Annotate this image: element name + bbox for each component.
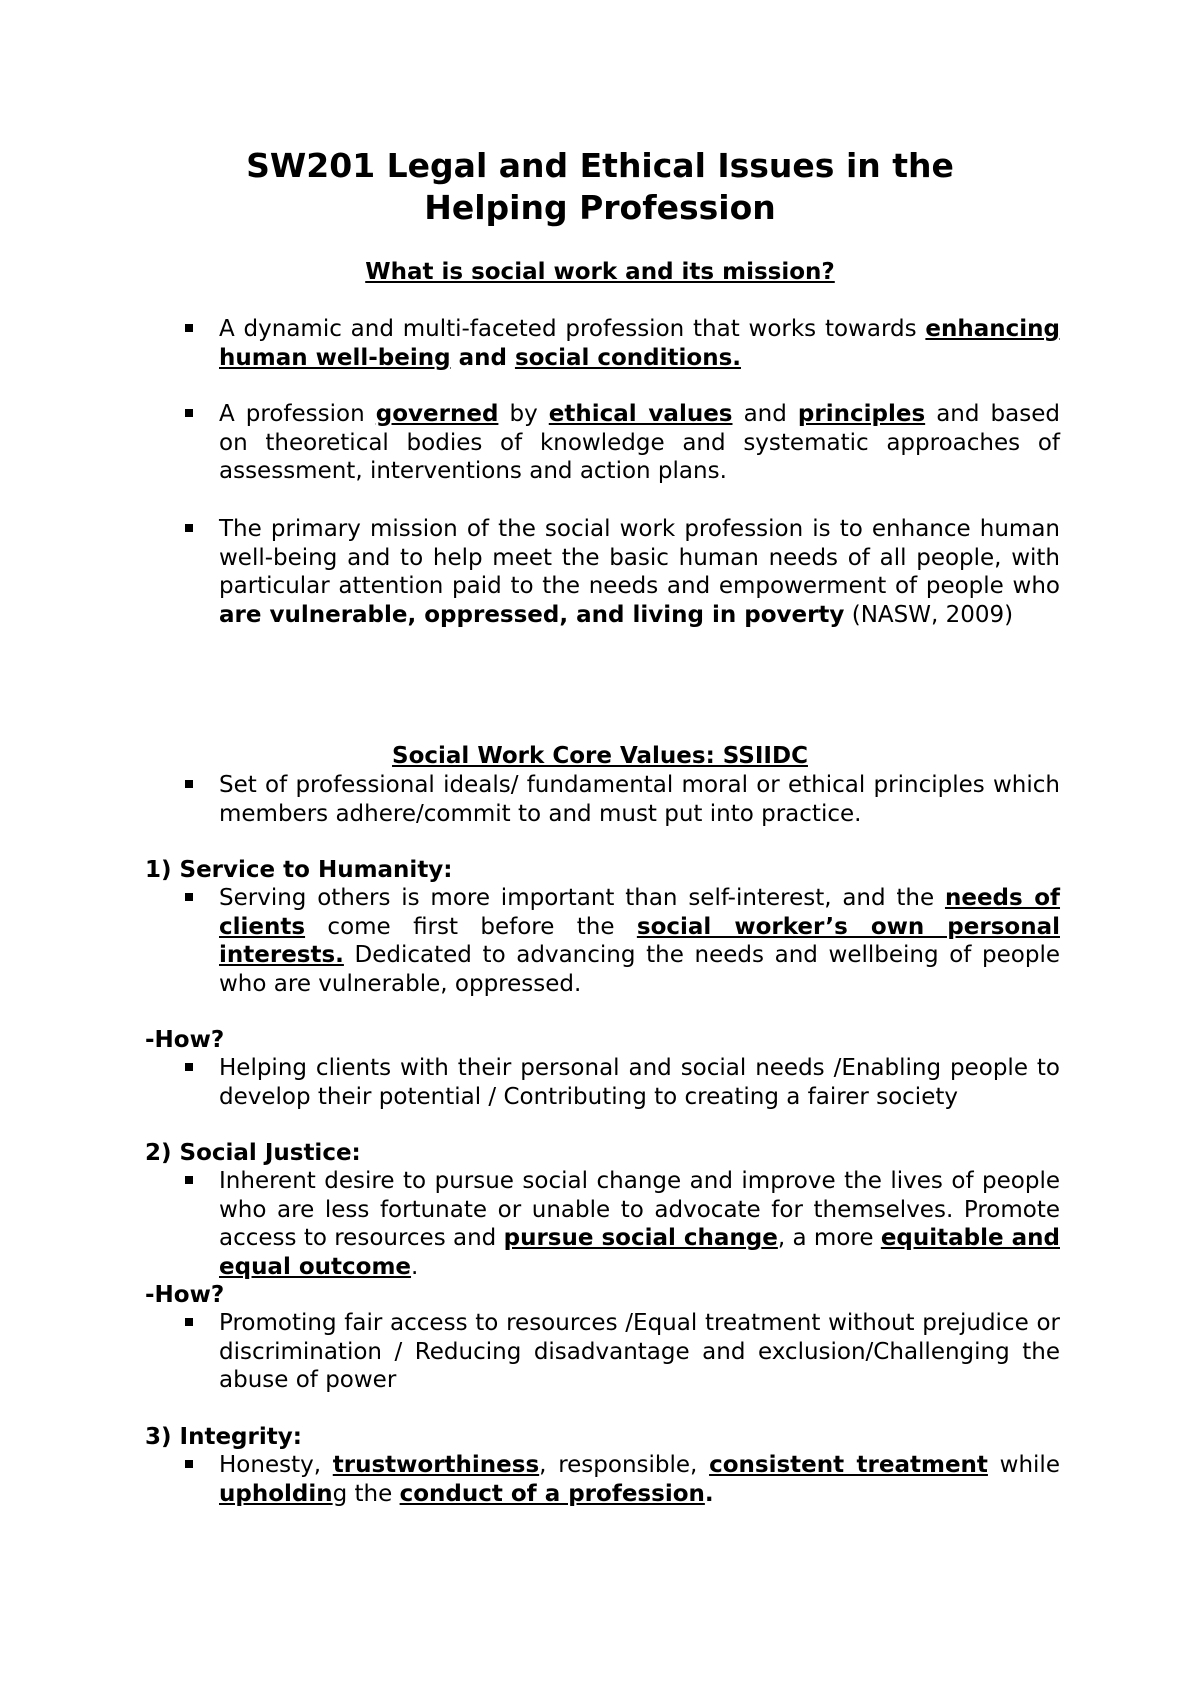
title-line-2: Helping Profession bbox=[424, 188, 776, 227]
emphasis: equitable and equal outcome bbox=[219, 1225, 1060, 1280]
emphasis: enhancing human well-being bbox=[219, 316, 1060, 371]
text: Serving others is more important than self-interest, and the bbox=[219, 885, 945, 911]
emphasis: governed bbox=[375, 401, 499, 427]
section-heading-mission: What is social work and its mission? bbox=[365, 259, 835, 285]
document-title bbox=[0, 145, 1200, 229]
bullet-marker bbox=[185, 893, 193, 901]
text: A profession bbox=[219, 401, 376, 427]
bullet-marker bbox=[185, 1063, 193, 1071]
text: . bbox=[704, 1480, 714, 1507]
text: come first before the bbox=[305, 913, 637, 940]
text: Helping clients with their personal and social needs /Enabling people to develop their potential / Contributing to creating a fairer society bbox=[219, 1055, 1060, 1110]
emphasis: upholdin bbox=[219, 1480, 333, 1507]
bullet-marker bbox=[185, 1460, 193, 1468]
service-how-bullet bbox=[145, 1054, 1060, 1111]
section-heading-core-values: Social Work Core Values: SSIIDC bbox=[392, 743, 808, 769]
text: Honesty, bbox=[219, 1452, 333, 1478]
service-bullet bbox=[145, 884, 1060, 998]
text: and bbox=[450, 344, 515, 371]
emphasis: pursue social change bbox=[503, 1225, 778, 1251]
bullet-marker bbox=[185, 524, 193, 532]
mission-bullet-1 bbox=[145, 315, 1060, 372]
emphasis: principles bbox=[797, 401, 926, 427]
bullet-marker bbox=[185, 409, 193, 417]
text: The primary mission of the social work profession is to enhance human well-being and to help meet the basic human needs of all people, with particular attention paid to the needs and empowerment of people who bbox=[219, 516, 1060, 599]
emphasis: trustworthiness bbox=[332, 1452, 540, 1478]
how-label-service: -How? bbox=[145, 1027, 225, 1053]
text: g the bbox=[332, 1480, 400, 1507]
mission-bullet-2 bbox=[145, 400, 1060, 486]
justice-how-bullet bbox=[145, 1309, 1060, 1395]
text: Inherent desire to pursue social change and improve the lives of people who are less fortunate or unable to advocate for themselves. Promote access to resources and bbox=[219, 1168, 1060, 1251]
text: . bbox=[411, 1253, 419, 1280]
emphasis: ethical values bbox=[548, 401, 733, 427]
text: Set of professional ideals/ fundamental moral or ethical principles which members adhere/commit to and must put into practice. bbox=[219, 772, 1060, 827]
emphasis: social conditions. bbox=[514, 344, 741, 371]
value-heading-integrity: 3) Integrity: bbox=[145, 1424, 302, 1450]
core-values-bullet bbox=[145, 771, 1060, 828]
title-line-1: SW201 Legal and Ethical Issues in the bbox=[246, 146, 954, 185]
emphasis: social worker’s own personal interests. bbox=[219, 913, 1060, 968]
text: Promoting fair access to resources /Equal treatment without prejudice or discrimination / Reducing disadvantage and exclusion/Challenging the abuse of power bbox=[219, 1310, 1060, 1393]
emphasis: are vulnerable, oppressed, and living in poverty bbox=[219, 601, 845, 628]
text: while bbox=[987, 1452, 1060, 1478]
bullet-marker bbox=[185, 1318, 193, 1326]
value-heading-justice: 2) Social Justice: bbox=[145, 1140, 361, 1166]
text: (NASW, 2009) bbox=[844, 601, 1014, 628]
text: by bbox=[498, 401, 549, 427]
value-heading-service: 1) Service to Humanity: bbox=[145, 857, 453, 883]
emphasis: needs of clients bbox=[219, 885, 1061, 940]
emphasis: consistent treatment bbox=[709, 1452, 988, 1478]
text: , responsible, bbox=[539, 1452, 710, 1478]
bullet-marker bbox=[185, 1176, 193, 1184]
text: and bbox=[732, 401, 798, 427]
bullet-marker bbox=[185, 324, 193, 332]
text: and based on theoretical bodies of knowledge and systematic approaches of assessment, interventions and action plans. bbox=[219, 401, 1060, 484]
justice-bullet bbox=[145, 1167, 1060, 1281]
text: A dynamic and multi-faceted profession that works towards bbox=[219, 316, 926, 342]
mission-bullet-3 bbox=[145, 515, 1060, 629]
text: Dedicated to advancing the needs and wellbeing of people who are vulnerable, oppressed. bbox=[219, 942, 1060, 997]
emphasis: conduct of a profession bbox=[399, 1480, 705, 1507]
bullet-marker bbox=[185, 780, 193, 788]
integrity-bullet bbox=[145, 1451, 1060, 1508]
text: , a more bbox=[777, 1225, 881, 1251]
how-label-justice: -How? bbox=[145, 1282, 225, 1308]
